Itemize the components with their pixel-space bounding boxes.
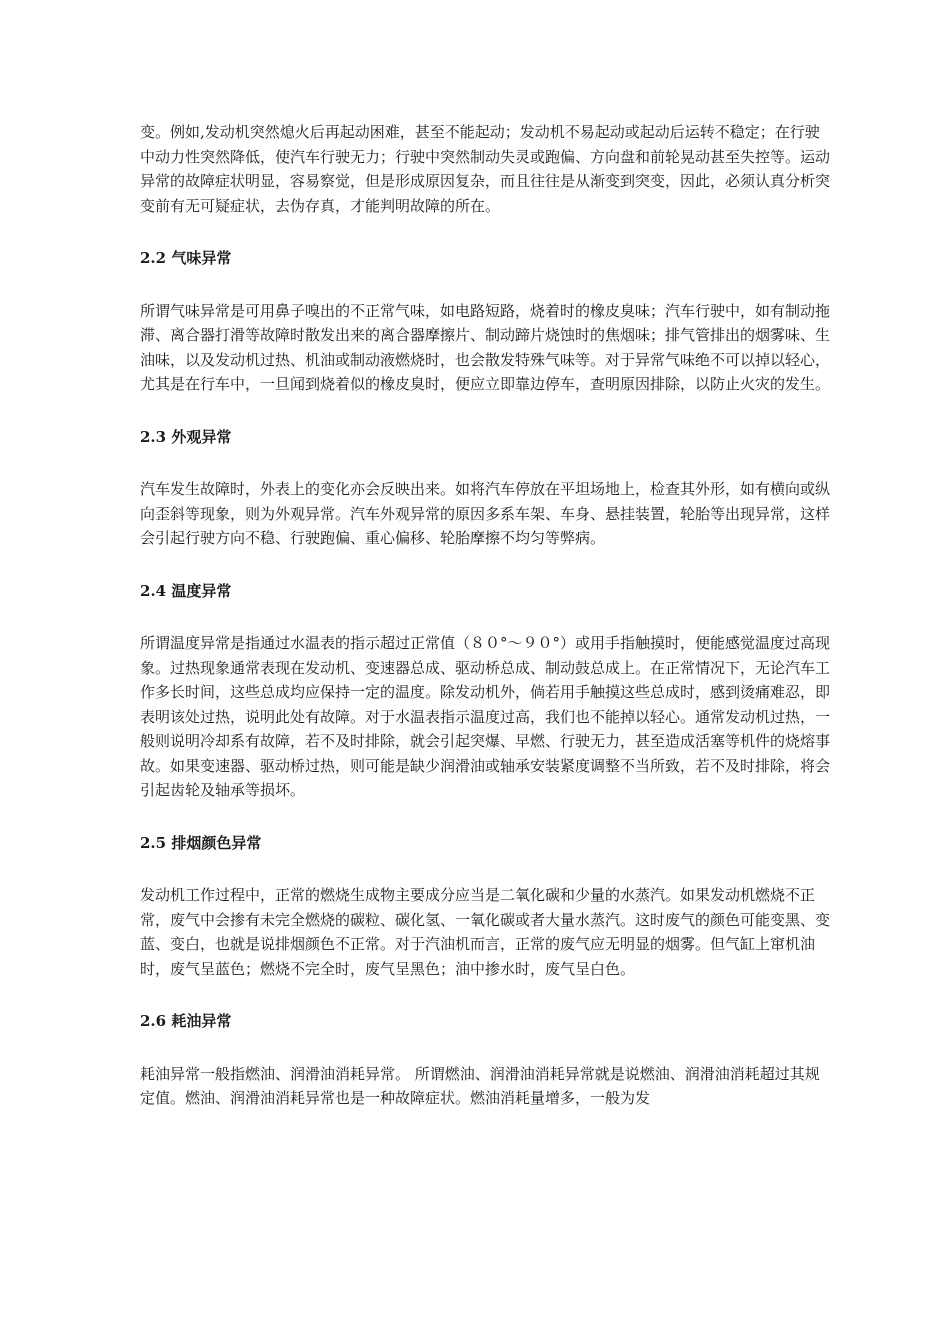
spacer [140,981,830,1009]
spacer [140,397,830,425]
paragraph-odor: 所谓气味异常是可用鼻子嗅出的不正常气味，如电路短路，烧着时的橡皮臭味；汽车行驶中，如有制动拖滞、离合器打滑等故障时散发出来的离合器摩擦片、制动蹄片烧蚀时的焦烟味；排气管排出的烟雾味、生油味，以及发动机过热、机油或制动液燃烧时，也会散发特殊气味等。对于异常气味绝不可以掉以轻心，尤其是在行车中，一旦闻到烧着似的橡皮臭时，便应立即靠边停车，查明原因排除，以防止火灾的发生。 [140,301,831,393]
spacer [140,551,830,579]
section-heading-fuel-consumption: 2.6 耗油异常 [140,1012,232,1030]
section-heading-odor: 2.2 气味异常 [140,249,232,267]
spacer [140,803,830,831]
spacer [140,218,830,246]
document-page [140,120,830,1111]
paragraph-exhaust-color: 发动机工作过程中，正常的燃烧生成物主要成分应当是二氧化碳和少量的水蒸汽。如果发动机燃烧不正常，废气中会掺有未完全燃烧的碳粒、碳化氢、一氧化碳或者大量水蒸汽。这时废气的颜色可能变黑、变蓝、变白，也就是说排烟颜色不正常。对于汽油机而言，正常的废气应无明显的烟雾。但气缸上窜机油时，废气呈蓝色；燃烧不完全时，废气呈黑色；油中掺水时，废气呈白色。 [140,886,831,978]
paragraph-fuel-consumption: 耗油异常一般指燃油、润滑油消耗异常。 所谓燃油、润滑油消耗异常就是说燃油、润滑油消耗超过其规定值。燃油、润滑油消耗异常也是一种故障症状。燃油消耗量增多，一般为发 [140,1064,820,1107]
spacer [140,449,830,477]
spacer [140,271,830,299]
section-heading-appearance: 2.3 外观异常 [140,427,232,446]
paragraph-motion-abnormal-continued: 变。例如,发动机突然熄火后再起动困难，甚至不能起动；发动机不易起动或起动后运转不稳定；在行驶中动力性突然降低，使汽车行驶无力；行驶中突然制动失灵或跑偏、方向盘和前轮晃动甚至失控等。运动异常的故障症状明显，容易察觉，但是形成原因复杂，而且往往是从渐变到突变，因此，必须认真分析突变前有无可疑症状，去伪存真，才能判明故障的所在。 [140,123,831,215]
paragraph-temperature: 所谓温度异常是指通过水温表的指示超过正常值（８０°～９０°）或用手指触摸时，便能感觉温度过高现象。过热现象通常表现在发动机、变速器总成、驱动桥总成、制动鼓总成上。在正常情况下，无论汽车工作多长时间，这些总成均应保持一定的温度。除发动机外，倘若用手触摸这些总成时，感到烫痛难忍，即表明该处过热，说明此处有故障。对于水温表指示温度过高，我们也不能掉以轻心。通常发动机过热，一般则说明冷却系有故障，若不及时排除，就会引起突爆、早燃、行驶无力，甚至造成活塞等机件的烧熔事故。如果变速器、驱动桥过热，则可能是缺少润滑油或轴承安装紧度调整不当所致，若不及时排除，将会引起齿轮及轴承等损坏。 [140,634,831,799]
spacer [140,1034,830,1062]
section-heading-exhaust-color: 2.5 排烟颜色异常 [140,833,262,852]
spacer [140,855,830,883]
section-heading-temperature: 2.4 温度异常 [140,581,232,600]
spacer [140,603,830,631]
paragraph-appearance: 汽车发生故障时，外表上的变化亦会反映出来。如将汽车停放在平坦场地上，检查其外形，如有横向或纵向歪斜等现象，则为外观异常。汽车外观异常的原因多系车架、车身、悬挂装置，轮胎等出现异常，这样会引起行驶方向不稳、行驶跑偏、重心偏移、轮胎摩擦不均匀等弊病。 [140,480,831,547]
